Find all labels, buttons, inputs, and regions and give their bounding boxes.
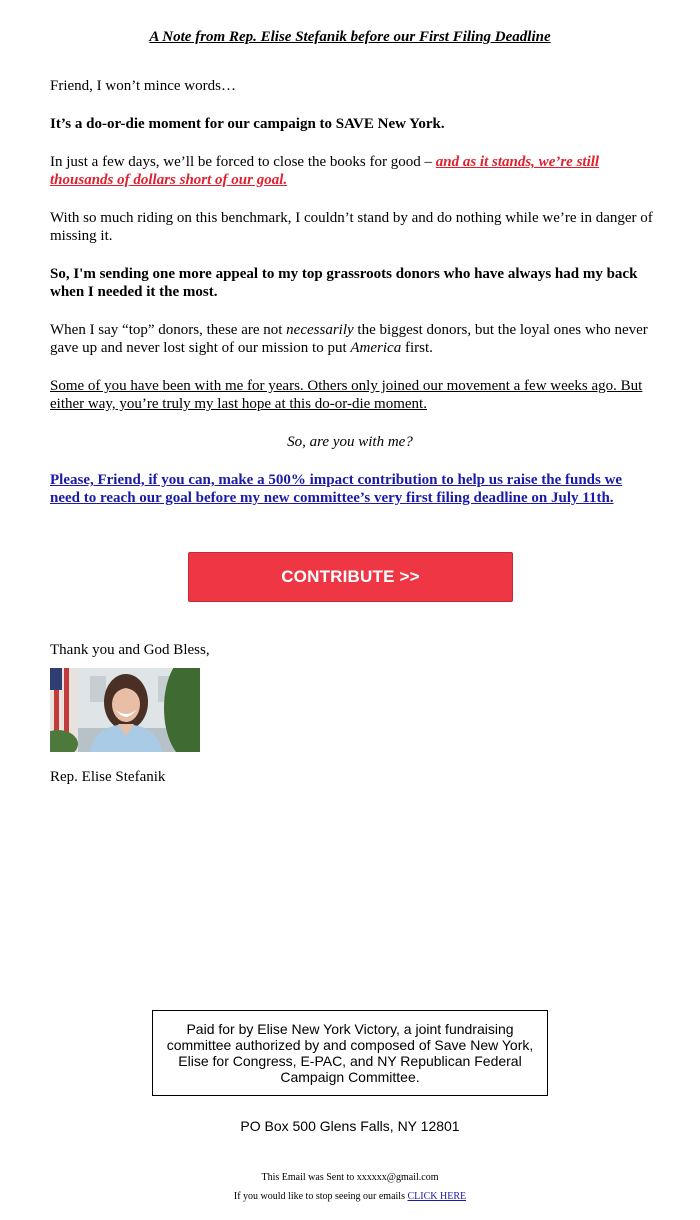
paragraph-do-or-die: It’s a do-or-die moment for our campaign to SAVE New York. bbox=[50, 116, 445, 132]
top-donors-text-1: When I say “top” donors, these are not bbox=[50, 322, 287, 338]
short-of-goal-link[interactable]: and as it stands, we’re still thousands of dollars short of our goal. bbox=[50, 154, 600, 188]
candidate-photo bbox=[50, 668, 200, 752]
america-emphasis: America bbox=[350, 340, 402, 356]
necessarily-emphasis: necessarily bbox=[286, 322, 354, 338]
question-line: So, are you with me? bbox=[287, 434, 413, 450]
contribute-button[interactable]: CONTRIBUTE >> bbox=[188, 552, 513, 602]
unsubscribe-line bbox=[0, 1191, 700, 1203]
paragraph-years: Some of you have been with me for years. Others only joined our movement a few weeks ago. But either way, you’re truly my last hope at this do-or-die moment. bbox=[50, 378, 643, 412]
paragraph-benchmark: With so much riding on this benchmark, I couldn’t stand by and do nothing while we’re in danger of missing it. bbox=[50, 210, 653, 244]
close-books-text: In just a few days, we’ll be forced to close the books for good – bbox=[50, 154, 436, 170]
paragraph-close-books bbox=[50, 153, 655, 189]
greeting: Friend, I won’t mince words… bbox=[50, 78, 236, 94]
paragraph-contribute-link bbox=[50, 471, 655, 507]
signoff: Thank you and God Bless, bbox=[50, 642, 210, 658]
top-donors-text-3: first. bbox=[401, 340, 433, 356]
paragraph-top-donors bbox=[50, 321, 655, 357]
contribution-link[interactable]: Please, Friend, if you can, make a 500% impact contribution to help us raise the funds we need to reach our goal before my new committee’s very first filing deadline on July 11th. bbox=[50, 472, 623, 506]
paid-for-disclaimer: Paid for by Elise New York Victory, a joint fundraising committee authorized by and composed of Save New York, Elise for Congress, E-PAC, and NY Republican Federal Campaign Committee. bbox=[152, 1010, 548, 1096]
sent-to-line: This Email was Sent to xxxxxx@gmail.com bbox=[261, 1172, 439, 1183]
unsubscribe-link[interactable]: CLICK HERE bbox=[407, 1191, 467, 1202]
paragraph-appeal: So, I'm sending one more appeal to my top grassroots donors who have always had my back when I needed it the most. bbox=[50, 266, 638, 300]
signature: Rep. Elise Stefanik bbox=[50, 769, 166, 785]
email-title: A Note from Rep. Elise Stefanik before our First Filing Deadline bbox=[149, 29, 551, 45]
mailing-address: PO Box 500 Glens Falls, NY 12801 bbox=[240, 1118, 460, 1134]
unsubscribe-text: If you would like to stop seeing our emails bbox=[233, 1191, 408, 1202]
top-donors-text-2: the biggest donors, but the loyal ones who never gave up and never lost sight of our mission to put bbox=[50, 322, 648, 356]
